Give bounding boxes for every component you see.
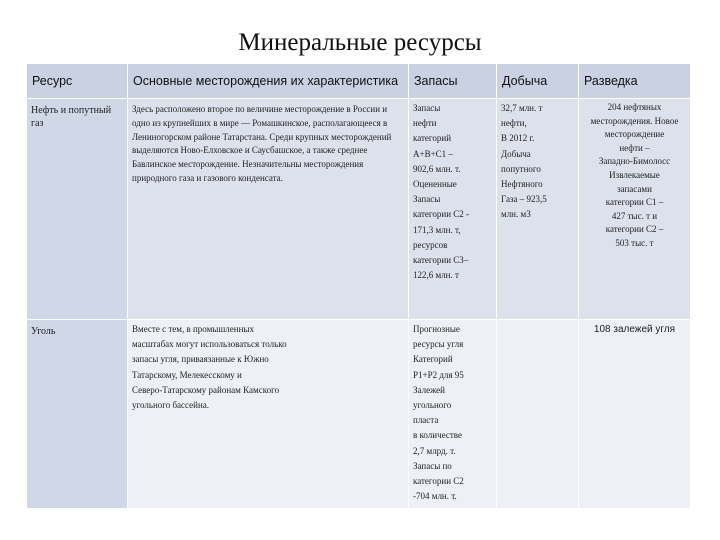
- oil-exploration-line: месторождения. Новое: [590, 115, 679, 126]
- oil-production-line: В 2012 г.: [501, 133, 535, 144]
- coal-reserves-line: Р1+Р2 для 95: [413, 369, 464, 380]
- table-row-coal: [27, 320, 691, 509]
- coal-reserves-line: Запасы по: [413, 460, 452, 471]
- oil-reserves: [409, 99, 496, 283]
- resources-table: [26, 63, 691, 509]
- coal-exploration-cell: [579, 320, 691, 509]
- coal-description-line: Вместе с тем, в промышленных: [132, 324, 254, 334]
- oil-exploration-line: 204 нефтяных: [607, 102, 662, 112]
- oil-exploration-cell: [579, 99, 691, 320]
- oil-production-line: 32,7 млн. т: [501, 103, 543, 113]
- oil-production-line: Добыча: [501, 148, 531, 159]
- coal-reserves: [409, 320, 496, 504]
- coal-description-cell: [128, 320, 409, 509]
- header-deposits: Основные месторождения их характеристика: [128, 64, 409, 99]
- table-row-oil: [27, 99, 691, 320]
- coal-reserves-line: пласта: [413, 415, 439, 426]
- coal-reserves-line: Прогнозные: [413, 324, 460, 334]
- oil-production: [497, 99, 578, 223]
- oil-reserves-line: Запасы: [413, 194, 441, 205]
- oil-reserves-line: категорий: [413, 133, 452, 144]
- oil-exploration-line: категории С2 –: [605, 224, 664, 235]
- oil-reserves-line: категории С3–: [413, 255, 469, 266]
- header-resource: Ресурс: [27, 64, 128, 99]
- coal-resource-name: Уголь: [31, 326, 56, 337]
- oil-production-line: попутного: [501, 163, 541, 174]
- coal-description-line: угольного бассейна.: [132, 400, 210, 411]
- oil-production-line: Нефтяного: [501, 179, 543, 190]
- oil-exploration: [579, 99, 690, 251]
- coal-reserves-line: угольного: [413, 400, 452, 411]
- oil-reserves-line: А+В+С1 –: [413, 148, 453, 159]
- oil-production-cell: [497, 99, 579, 320]
- coal-description-line: Татарскому, Мелекесскому и: [132, 369, 242, 380]
- oil-production-line: нефти,: [501, 118, 527, 129]
- coal-resource-cell: [27, 320, 128, 509]
- oil-reserves-cell: [409, 99, 497, 320]
- oil-production-line: Газа – 923,5: [501, 194, 547, 205]
- coal-exploration: 108 залежей угля: [593, 324, 676, 335]
- oil-reserves-line: категории С2 -: [413, 209, 470, 220]
- oil-exploration-line: нефти –: [619, 142, 650, 153]
- coal-production-cell: [497, 320, 579, 509]
- coal-production: [497, 320, 578, 324]
- coal-reserves-line: Категорий: [413, 354, 453, 365]
- coal-reserves-line: в количестве: [413, 430, 462, 441]
- oil-reserves-line: Запасы: [413, 103, 441, 113]
- oil-exploration-line: запасами: [617, 183, 652, 194]
- coal-description-line: запасы угля, приваязанные к Южно: [132, 354, 269, 365]
- oil-exploration-line: Западно-Бимолосс: [598, 156, 671, 167]
- coal-reserves-line: ресурсы угля: [413, 339, 464, 350]
- page-title: Минеральные ресурсы: [238, 29, 482, 56]
- coal-description: [128, 320, 408, 413]
- oil-production-line: млн. м3: [501, 209, 531, 220]
- oil-reserves-line: нефти: [413, 118, 437, 129]
- coal-description-line: Северо-Татарскому районам Камского: [132, 384, 280, 395]
- header-exploration: Разведка: [579, 64, 691, 99]
- oil-exploration-line: 503 тыс. т: [615, 237, 654, 248]
- oil-reserves-line: ресурсов: [413, 239, 448, 250]
- oil-resource-cell: [27, 99, 128, 320]
- oil-resource-name: Нефть и попутный газ: [31, 105, 112, 129]
- oil-reserves-line: 902,6 млн. т.: [413, 163, 461, 174]
- oil-exploration-line: Извлекаемые: [609, 169, 660, 180]
- coal-reserves-line: категории С2: [413, 476, 464, 487]
- coal-reserves-cell: [409, 320, 497, 509]
- oil-reserves-line: 171,3 млн. т,: [413, 224, 461, 235]
- oil-exploration-line: категории С1 –: [605, 197, 664, 208]
- oil-exploration-line: месторождение: [604, 129, 665, 140]
- oil-reserves-line: 122,6 млн. т: [413, 270, 459, 281]
- oil-description: Здесь расположено второе по величине месторождение в России и одно из крупнейших в мире — Ромашкинское, располагающееся в Лениногорском районе Татарстана. Среди крупных месторождений выделяются Ново-Елховское и Саусбашское, а также среднее Бавлинское месторождение. Незначительны месторождения природного газа и газового конденсата.: [132, 104, 392, 183]
- header-production: Добыча: [497, 64, 579, 99]
- coal-reserves-line: 2,7 млрд. т.: [413, 445, 456, 456]
- table-header-row: [27, 64, 691, 99]
- header-reserves: Запасы: [409, 64, 497, 99]
- oil-description-cell: [128, 99, 409, 320]
- coal-description-line: масштабах могут использоваться только: [132, 339, 287, 350]
- oil-exploration-line: 427 тыс. т и: [611, 210, 658, 221]
- oil-reserves-line: Оцененные: [413, 179, 457, 190]
- coal-reserves-line: Залежей: [413, 384, 445, 395]
- coal-reserves-line: -704 млн. т.: [413, 491, 457, 502]
